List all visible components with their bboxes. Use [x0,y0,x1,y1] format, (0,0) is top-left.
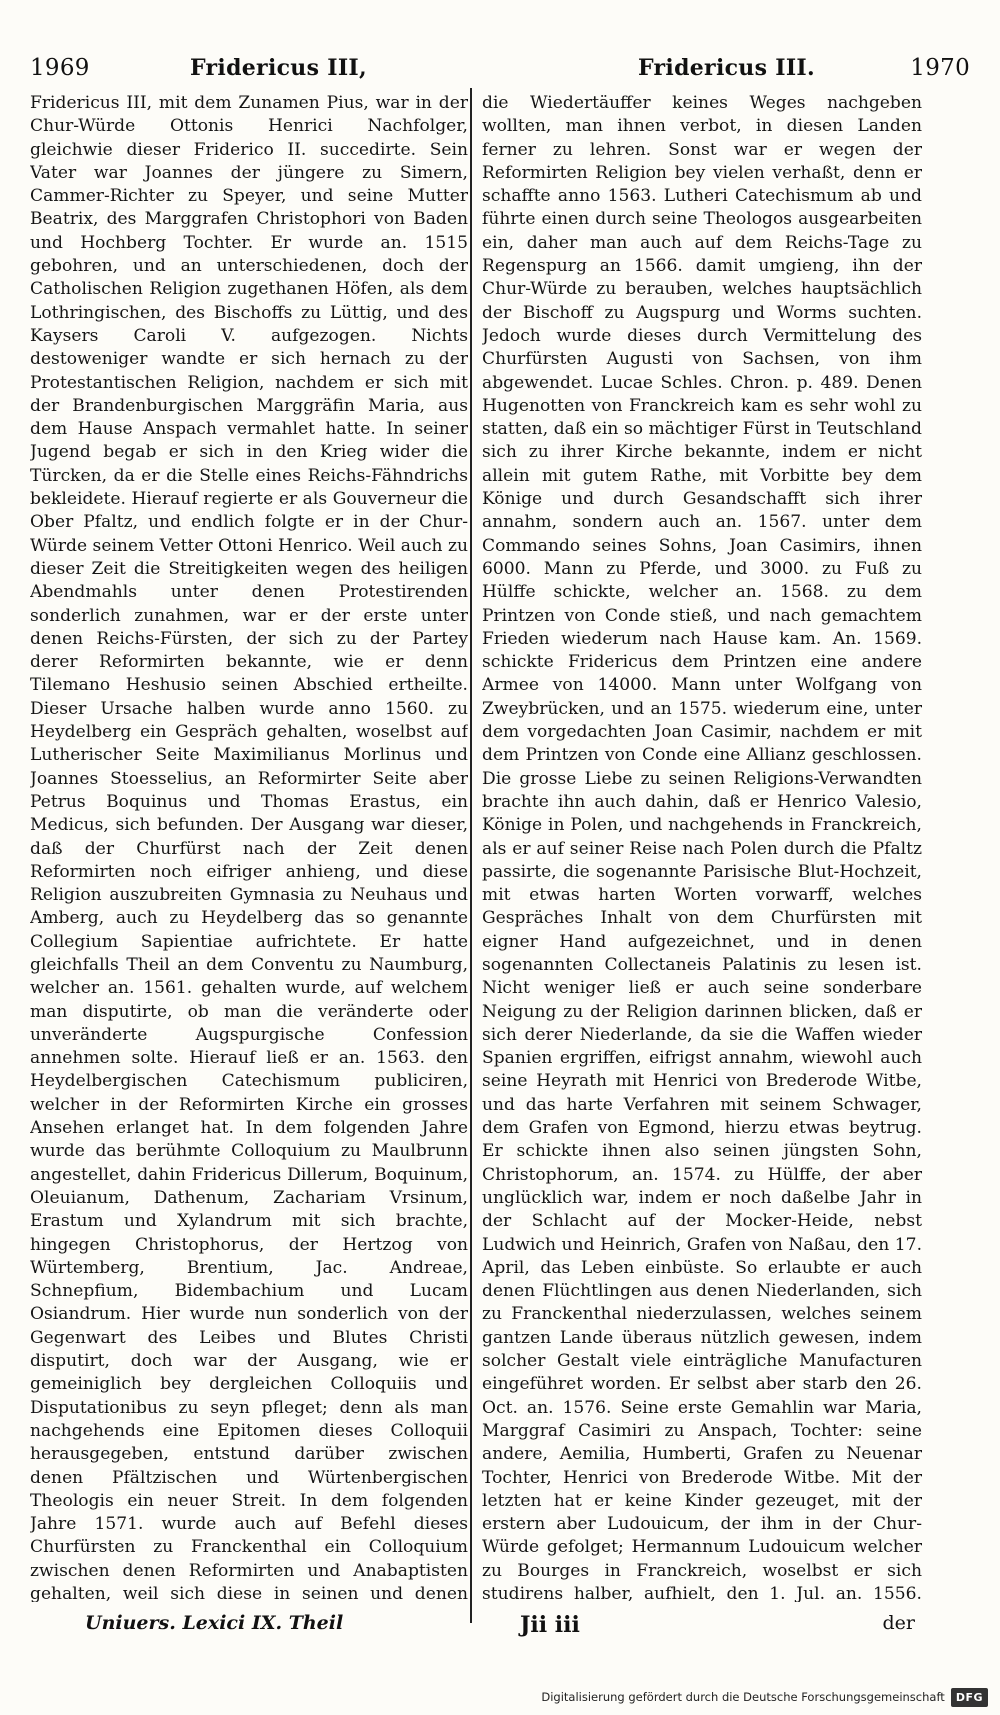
right-running-title: Fridericus III. [638,55,815,81]
digitization-credit [541,1685,988,1709]
volume-footer: Uniuers. Lexici IX. Theil [85,1612,344,1634]
credit-text: Digitalisierung gefördert durch die Deutsche Forschungsgemeinschaft [541,1690,945,1704]
right-text-column [482,92,922,1602]
left-column-text: Fridericus III, mit dem Zunamen Pius, war in der Chur-Würde Ottonis Henrici Nachfolger, gleichwie dieser Friderico II. succedirte. Sein Vater war Joannes der jüngere zu Simern, Cammer-Richter zu Speyer, und seine Mutter Beatrix, des Marggrafen Christophori von Baden und Hochberg Tochter. Er wurde an. 1515 gebohren, und an unterschiedenen, doch der Catholischen Religion zugethanen Höfen, als dem Lothringischen, des Bischoffs zu Lüttig, und des Kaysers Caroli V. aufgezogen. Nichts destoweniger wandte er sich hernach zu der Protestantischen Religion, nachdem er sich mit der Brandenburgischen Marggräfin Maria, aus dem Hause Anspach vermahlet hatte. In seiner Jugend begab er sich in den Krieg wider die Türcken, da er die Stelle eines Reichs-Fähndrichs bekleidete. Hierauf regierte er als Gouverneur die Ober Pfaltz, und endlich folgte er in der Chur-Würde seinem Vetter Ottoni Henrico. Weil auch zu dieser Zeit die Streitigkeiten wegen des heiligen Abendmahls unter denen Protestirenden sonderlich zunahmen, war er der erste unter denen Reichs-Fürsten, der sich zu der Partey derer Reformirten bekannte, wie er denn Tilemano Heshusio seinen Abschied ertheilte. Dieser Ursache halben wurde anno 1560. zu Heydelberg ein Gespräch gehalten, woselbst auf Lutherischer Seite Maximilianus Morlinus und Joannes Stoesselius, an Reformirter Seite aber Petrus Boquinus und Thomas Erastus, ein Medicus, sich befunden. Der Ausgang war dieser, daß der Churfürst nach der Zeit denen Reformirten noch eifriger anhieng, und diese Religion auszubreiten Gymnasia zu Neuhaus und Amberg, auch zu Heydelberg das so genannte Collegium Sapientiae aufrichtete. Er hatte gleichfalls Theil an dem Conventu zu Naumburg, welcher an. 1561. gehalten wurde, auf welchem man disputirte, ob man die veränderte oder unveränderte Augspurgische Confession annehmen solte. Hierauf ließ er an. 1563. den Heydelbergischen Catechismum publiciren, welcher in der Reformirten Kirche ein grosses Ansehen erlanget hat. In dem folgenden Jahre wurde das berühmte Colloquium zu Maulbrunn angestellet, dahin Fridericus Dillerum, Boquinum, Oleuianum, Dathenum, Zachariam Vrsinum, Erastum und Xylandrum mit sich brachte, hingegen Christophorus, der Hertzog von Würtemberg, Brentium, Jac. Andreae, Schnepfium, Bidembachium und Lucam Osiandrum. Hier wurde nun sonderlich von der Gegenwart des Leibes und Blutes Christi disputirt, doch war der Ausgang, wie er gemeiniglich bey dergleichen Colloquiis und Disputationibus zu seyn pfleget; denn als man nachgehends eine Epitomen dieses Colloquii herausgegeben, entstund darüber zwischen denen Pfältzischen und Würtenbergischen Theologis ein neuer Streit. In dem folgenden Jahre 1571. wurde auch auf Befehl dieses Churfürsten zu Franckenthal ein Colloquium zwischen denen Reformirten und Anabaptisten gehalten, weil sich diese in seinen und denen [30,93,468,1602]
left-column-number: 1969 [30,55,90,81]
left-text-column [30,92,468,1602]
right-column-text: die Wiedertäuffer keines Weges nachgeben wollten, man ihnen verbot, in diesen Landen ferner zu lehren. Sonst war er wegen der Reformirten Religion bey vielen verhaßt, denn er schaffte anno 1563. Lutheri Catechismum ab und führte einen durch seine Theologos ausgearbeiten ein, daher man auch auf dem Reichs-Tage zu Regenspurg an 1566. damit umgieng, ihn der Chur-Würde zu berauben, welches hauptsächlich der Bischoff zu Augspurg und Worms suchten. Jedoch wurde dieses durch Vermittelung des Churfürsten Augusti von Sachsen, von ihm abgewendet. Lucae Schles. Chron. p. 489. Denen Hugenotten von Franckreich kam es sehr wohl zu statten, daß ein so mächtiger Fürst in Teutschland sich zu ihrer Kirche bekannte, indem er nicht allein mit gutem Rathe, mit Vorbitte bey dem Könige und durch Gesandschafft sich ihrer annahm, sondern auch an. 1567. unter dem Commando seines Sohns, Joan Casimirs, ihnen 6000. Mann zu Pferde, und 3000. zu Fuß zu Hülffe schickte, welcher an. 1568. zu dem Printzen von Conde stieß, und nach gemachtem Frieden wiederum nach Hause kam. An. 1569. schickte Fridericus dem Printzen eine andere Armee von 14000. Mann unter Wolfgang von Zweybrücken, und an 1575. wiederum eine, unter dem vorgedachten Joan Casimir, nachdem er mit dem Printzen von Conde eine Allianz geschlossen. Die grosse Liebe zu seinen Religions-Verwandten brachte ihn auch dahin, daß er Henrico Valesio, Könige in Polen, und nachgehends in Franckreich, als er auf seiner Reise nach Polen durch die Pfaltz passirte, die sogenannte Parisische Blut-Hochzeit, mit etwas harten Worten vorwarff, welches Gespräches Inhalt von dem Churfürsten mit eigner Hand aufgezeichnet, und in denen sogenannten Collectaneis Palatinis zu lesen ist. Nicht weniger ließ er auch seine sonderbare Neigung zu der Religion darinnen blicken, daß er sich derer Niederlande, da sie die Waffen wieder Spanien ergriffen, eifrigst annahm, wiewohl auch seine Heyrath mit Henrici von Brederode Witbe, und das harte Verfahren mit seinem Schwager, dem Grafen von Egmond, hierzu etwas beytrug. Er schickte ihnen also seinen jüngsten Sohn, Christophorum, an. 1574. zu Hülffe, der aber unglücklich war, indem er noch daßelbe Jahr in der Schlacht auf der Mocker-Heide, nebst Ludwich und Heinrich, Grafen von Naßau, den 17. April, das Leben einbüste. So erlaubte er auch denen Flüchtlingen aus denen Niederlanden, sich zu Franckenthal niederzulassen, welches seinem gantzen Lande überaus nützlich gewesen, indem solcher Gestalt viele einträgliche Manufacturen eingeführet worden. Er selbst aber starb den 26. Oct. an. 1576. Seine erste Gemahlin war Maria, Marggraf Casimiri zu Anspach, Tochter: seine andere, Aemilia, Humberti, Grafen zu Neuenar Tochter, Henrici von Brederode Witbe. Mit der letzten hat er keine Kinder gezeuget, mit der erstern aber Ludouicum, der ihm in der Chur-Würde gefolget; Hermannum Ludouicum welcher zu Bourges in Franckreich, woselbst er sich studirens halber, aufhielt, den 1. Jul. an. 1556. [482,93,922,1602]
column-divider [470,88,472,1623]
dfg-logo: DFG [951,1688,988,1707]
catchword: der [882,1612,915,1634]
signature-mark: Jii iii [520,1612,580,1638]
right-column-number: 1970 [910,55,970,81]
left-running-title: Fridericus III, [190,55,367,81]
page-header [30,55,970,93]
